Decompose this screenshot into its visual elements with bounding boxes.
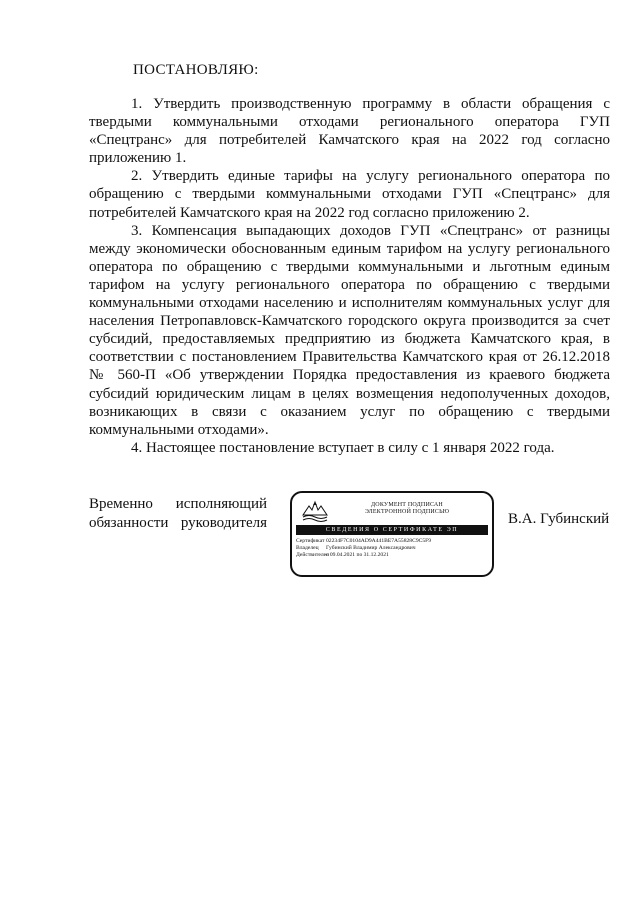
signatory-position-line-2: обязанности руководителя xyxy=(89,514,267,531)
paragraph-4: 4. Настоящее постановление вступает в силу с 1 января 2022 года. xyxy=(131,439,555,456)
validity-key: Действителен xyxy=(296,552,330,558)
paragraph-2: 2. Утвердить единые тарифы на услугу регионального оператора по обращению с твердыми коммунальными отходами ГУП «Спецтранс» для потребителей Камчатского края на 2022 год согласно приложению 2. xyxy=(89,168,610,221)
owner-key: Владелец xyxy=(296,545,319,551)
resolution-body xyxy=(89,95,610,457)
paragraph-3: 3. Компенсация выпадающих доходов ГУП «Спецтранс» от разницы между экономически обоснованным единым тарифом на услугу регионального оператора по обращению с твердыми коммунальными и льготным единым тарифом на услугу регионального оператора по обращению с твердыми коммунальными отходами населению и исполнителям коммунальных услуг для населения Петропавловск-Камчатского городского округа производится за счет субсидий, предоставляемых предприятию из бюджета Камчатского края, в соответствии с постановлением Правительства Камчатского края от 26.12.2018 № 560-П «Об утверждении Порядка предоставления из краевого бюджета субсидий юридическим лицам в целях возмещения недополученных доходов, возникающих в связи с оказанием услуг по обращению с твердыми коммунальными отходами». xyxy=(89,222,610,438)
certificate-details xyxy=(296,538,492,559)
certificate-key: Сертификат xyxy=(296,538,325,544)
stamp-title-line-1: ДОКУМЕНТ ПОДПИСАН xyxy=(371,502,443,508)
signatory-position xyxy=(89,495,267,532)
stamp-title-line-2: ЭЛЕКТРОННОЙ ПОДПИСЬЮ xyxy=(364,509,450,515)
paragraph-1: 1. Утвердить производственную программу в области обращения с твердыми коммунальными отходами регионального оператора ГУП «Спецтранс» для потребителей Камчатского края на 2022 год согласно приложению 1. xyxy=(89,96,610,167)
kamchatka-emblem-icon xyxy=(302,499,328,523)
electronic-signature-stamp xyxy=(290,491,494,577)
signatory-name: В.А. Губинский xyxy=(508,511,610,527)
signatory-position-line-1: Временно исполняющий xyxy=(89,496,267,512)
owner-row xyxy=(296,545,492,552)
validity-row xyxy=(296,552,492,559)
resolution-heading: ПОСТАНОВЛЯЮ: xyxy=(133,62,259,78)
certificate-info-bar: СВЕДЕНИЯ О СЕРТИФИКАТЕ ЭП xyxy=(296,525,488,535)
owner-value: Губинский Владимир Александрович xyxy=(326,545,416,551)
certificate-row xyxy=(296,538,492,545)
stamp-title xyxy=(352,502,462,516)
certificate-value: 02234F7C0104AD9A441BE7A55828C9C5F9 xyxy=(326,538,432,544)
validity-value: с 09.04.2021 по 31.12.2021 xyxy=(326,552,389,558)
